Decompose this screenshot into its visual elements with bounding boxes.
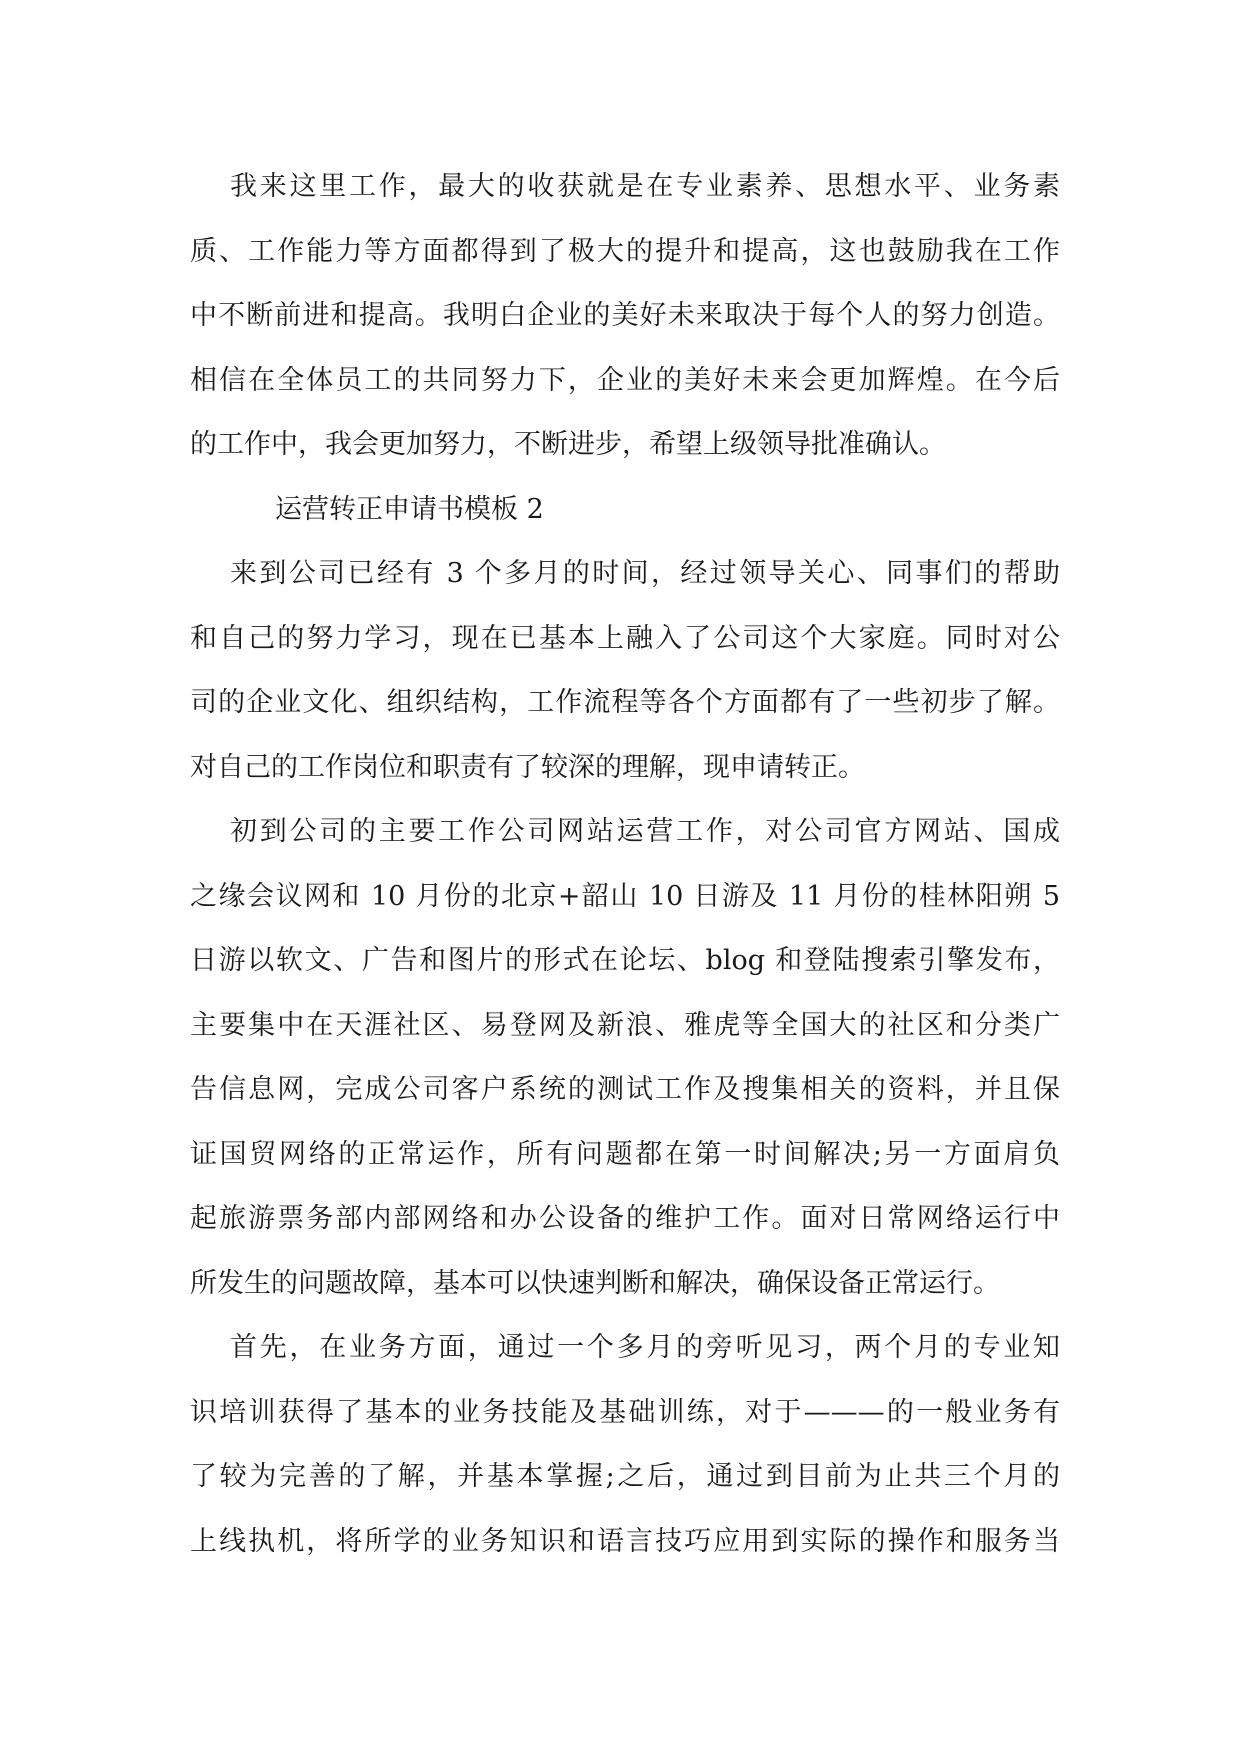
text-line: 上线执机，将所学的业务知识和语言技巧应用到实际的操作和服务当	[190, 1525, 1060, 1557]
text-line: 所发生的问题故障，基本可以快速判断和解决，确保设备正常运行。	[190, 1267, 1000, 1299]
section-heading: 运营转正申请书模板 2	[275, 493, 544, 525]
text-line: 司的企业文化、组织结构，工作流程等各个方面都有了一些初步了解。	[190, 687, 1060, 718]
text-line: 中不断前进和提高。我明白企业的美好未来取决于每个人的努力创造。	[190, 300, 1060, 331]
text-line: 告信息网，完成公司客户系统的测试工作及搜集相关的资料，并且保	[190, 1074, 1060, 1105]
text-line: 质、工作能力等方面都得到了极大的提升和提高，这也鼓励我在工作	[190, 235, 1060, 267]
text-line: 对自己的工作岗位和职责有了较深的理解，现申请转正。	[190, 751, 865, 783]
text-line: 相信在全体员工的共同努力下，企业的美好未来会更加辉煌。在今后	[190, 364, 1060, 396]
text-line: 我来这里工作，最大的收获就是在专业素养、思想水平、业务素	[230, 171, 1060, 202]
text-line: 首先，在业务方面，通过一个多月的旁听见习，两个月的专业知	[230, 1332, 1060, 1363]
text-line: 主要集中在天涯社区、易登网及新浪、雅虎等全国大的社区和分类广	[190, 1009, 1060, 1041]
text-line: 起旅游票务部内部网络和办公设备的维护工作。面对日常网络运行中	[190, 1203, 1060, 1234]
text-line: 证国贸网络的正常运作，所有问题都在第一时间解决;另一方面肩负	[190, 1138, 1060, 1170]
text-line: 和自己的努力学习，现在已基本上融入了公司这个大家庭。同时对公	[190, 622, 1060, 654]
text-line: 了较为完善的了解，并基本掌握;之后，通过到目前为止共三个月的	[190, 1461, 1060, 1492]
text-line: 的工作中，我会更加努力，不断进步，希望上级领导批准确认。	[190, 429, 946, 460]
text-line: 来到公司已经有 3 个多月的时间，经过领导关心、同事们的帮助	[230, 558, 1060, 589]
text-line: 识培训获得了基本的业务技能及基础训练，对于———的一般业务有	[190, 1396, 1060, 1428]
text-line: 日游以软文、广告和图片的形式在论坛、blog 和登陆搜索引擎发布，	[190, 945, 1060, 976]
document-body	[190, 155, 1060, 1574]
text-line: 之缘会议网和 10 月份的北京+韶山 10 日游及 11 月份的桂林阳朔 5	[190, 880, 1060, 912]
text-line: 初到公司的主要工作公司网站运营工作，对公司官方网站、国成	[230, 816, 1060, 847]
